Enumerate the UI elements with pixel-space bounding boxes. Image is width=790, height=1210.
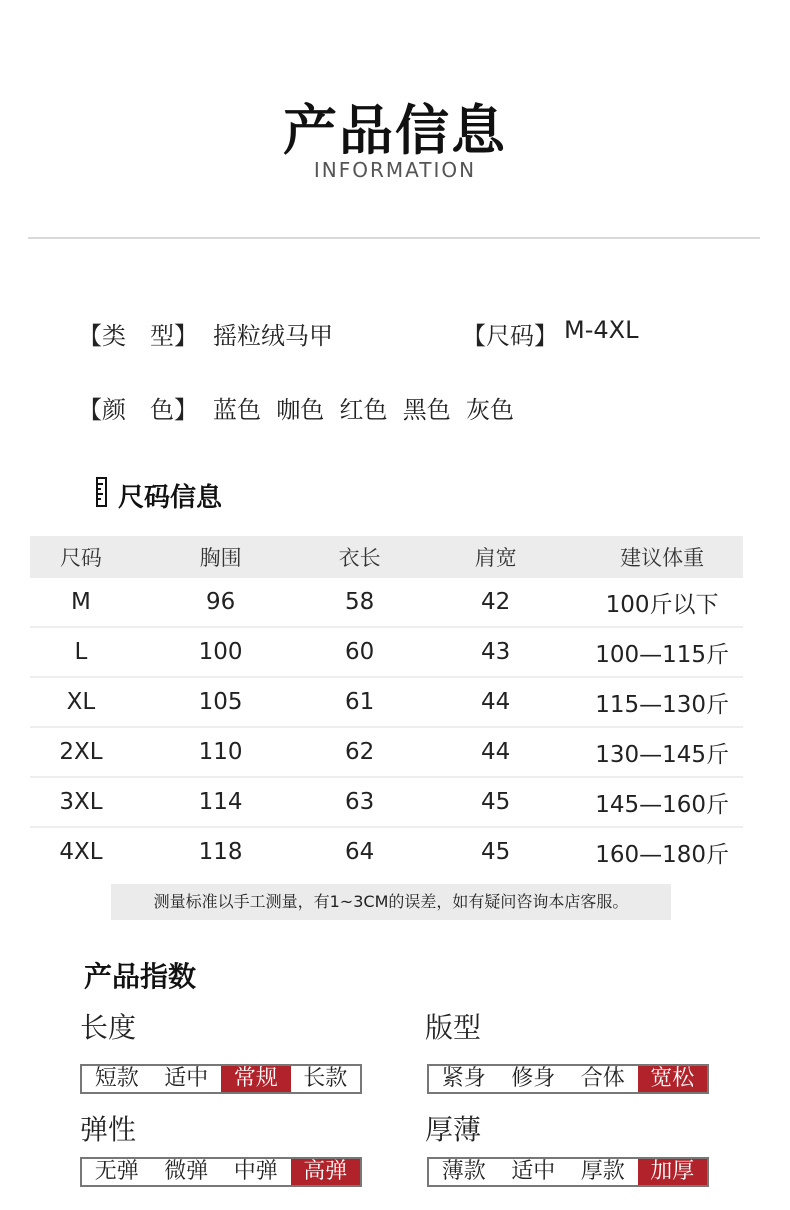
elasticity-option: 微弹 (164, 1159, 209, 1184)
elasticity-option: 高弹 (291, 1159, 361, 1185)
length-label: 长度 (80, 1011, 137, 1044)
page-subtitle: INFORMATION (313, 158, 477, 182)
table-row (30, 677, 743, 727)
table-cell: 58 (309, 578, 410, 627)
divider (28, 237, 760, 239)
table-cell: 100 (132, 627, 309, 677)
elasticity-scale (80, 1157, 362, 1187)
fit-option: 宽松 (638, 1066, 708, 1092)
length-scale (80, 1064, 362, 1094)
table-cell: 64 (345, 839, 375, 865)
thickness-scale (427, 1157, 709, 1187)
table-cell: 44 (410, 677, 581, 727)
thickness-option: 适中 (511, 1159, 556, 1184)
table-cell: 43 (410, 627, 581, 677)
table-header-cell: 建议体重 (581, 536, 743, 578)
table-cell: 160—180斤 (595, 841, 730, 868)
color-label: 【颜 色】 (78, 396, 198, 424)
thickness-option: 厚款 (580, 1159, 625, 1184)
length-option: 短款 (94, 1066, 139, 1091)
table-row (30, 777, 743, 827)
table-cell: 60 (309, 627, 410, 677)
table-header-cell: 肩宽 (410, 536, 581, 578)
index-title: 产品指数 (84, 960, 197, 993)
thickness-option: 加厚 (638, 1159, 708, 1185)
table-cell: 114 (132, 777, 309, 827)
elasticity-option: 无弹 (94, 1159, 139, 1184)
size-section-title: 尺码信息 (118, 483, 223, 513)
table-cell: 145—160斤 (581, 777, 743, 827)
length-option: 长款 (303, 1066, 348, 1091)
table-cell: L (30, 627, 132, 677)
fit-label: 版型 (425, 1011, 482, 1044)
table-cell: M (30, 578, 132, 627)
table-row (30, 827, 743, 876)
table-cell: 45 (480, 839, 511, 865)
table-row (30, 578, 743, 627)
table-cell: 4XL (59, 839, 103, 865)
type-label: 【类 型】 (78, 322, 198, 350)
length-option: 适中 (164, 1066, 209, 1091)
page-title: 产品信息 (283, 98, 507, 162)
fit-option: 合体 (580, 1066, 625, 1091)
fit-scale (427, 1064, 709, 1094)
table-cell: 63 (309, 777, 410, 827)
table-cell: 100—115斤 (581, 627, 743, 677)
size-label: 【尺码】 (462, 322, 558, 350)
elasticity-option: 中弹 (233, 1159, 278, 1184)
table-cell: 118 (198, 839, 243, 865)
table-row (30, 627, 743, 677)
table-cell: 44 (410, 727, 581, 777)
table-cell: 115—130斤 (581, 677, 743, 727)
table-cell: 130—145斤 (581, 727, 743, 777)
fit-option: 修身 (511, 1066, 556, 1091)
thickness-label: 厚薄 (425, 1113, 482, 1146)
color-value: 蓝色 咖色 红色 黑色 灰色 (213, 396, 515, 424)
measurement-note: 测量标准以手工测量，有1~3CM的误差，如有疑问咨询本店客服。 (111, 884, 671, 920)
size-table (30, 536, 743, 876)
table-cell: 3XL (30, 777, 132, 827)
table-header-cell: 尺码 (30, 536, 132, 578)
table-header-row (30, 536, 743, 578)
length-option: 常规 (221, 1066, 291, 1092)
table-cell: 96 (132, 578, 309, 627)
type-value: 摇粒绒马甲 (213, 322, 333, 350)
table-cell: 42 (410, 578, 581, 627)
table-cell: 62 (309, 727, 410, 777)
table-cell: 2XL (30, 727, 132, 777)
fit-option: 紧身 (441, 1066, 486, 1091)
table-row (30, 727, 743, 777)
table-cell: 45 (410, 777, 581, 827)
table-header-cell: 胸围 (132, 536, 309, 578)
table-header-cell: 衣长 (309, 536, 410, 578)
table-cell: 100斤以下 (581, 578, 743, 627)
table-cell: 110 (132, 727, 309, 777)
elasticity-label: 弹性 (80, 1113, 137, 1146)
thickness-option: 薄款 (441, 1159, 486, 1184)
ruler-icon (96, 477, 107, 507)
size-value: M-4XL (564, 316, 639, 344)
table-cell: 105 (132, 677, 309, 727)
table-cell: XL (30, 677, 132, 727)
table-cell: 61 (309, 677, 410, 727)
